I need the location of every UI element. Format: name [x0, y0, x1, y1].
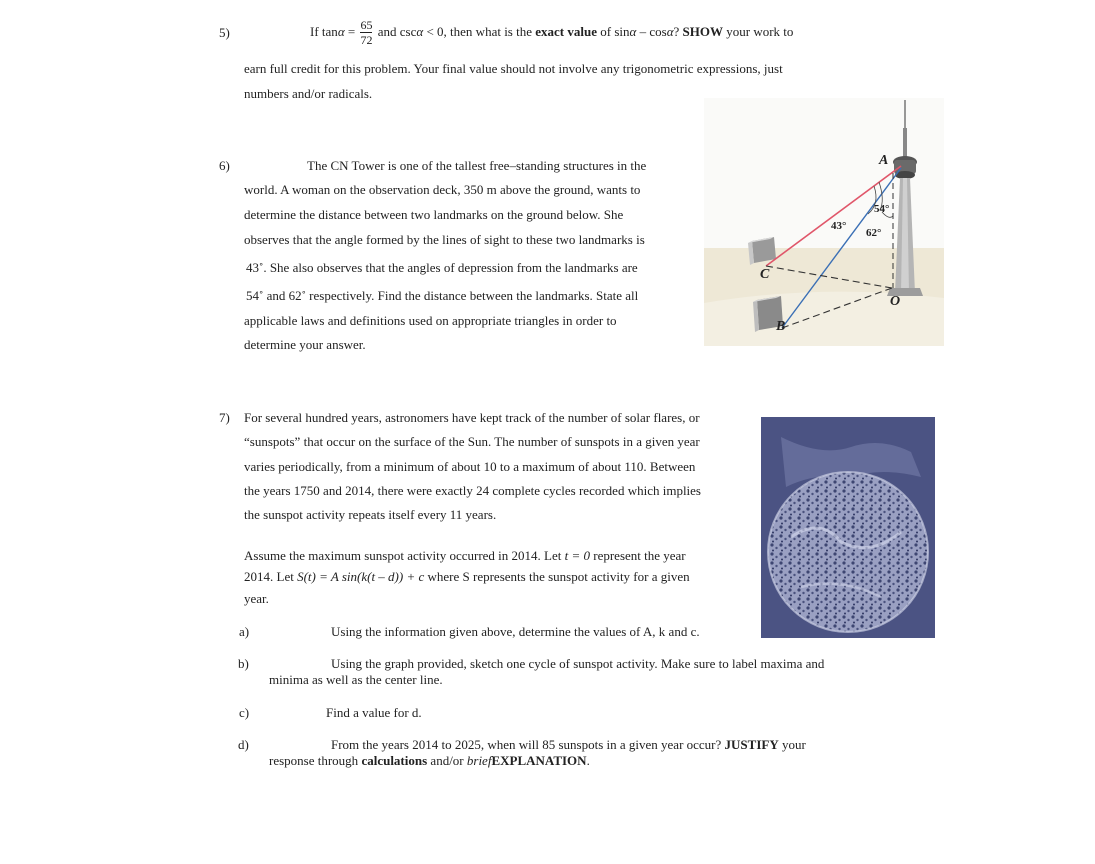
q5-then-text: , then what is the — [443, 24, 533, 39]
label-a: A — [879, 153, 889, 168]
q5-fraction-denominator: 72 — [360, 33, 373, 48]
label-o: O — [890, 294, 901, 309]
part-d-text-line-2 — [269, 753, 590, 769]
part-c-label: c) — [239, 705, 250, 720]
q5-cos: cos — [649, 24, 667, 39]
question-5-line-3: numbers and/or radicals. — [244, 86, 373, 101]
assume2-tail: where S represents the sunspot activity for a given — [427, 569, 690, 584]
part-b-text-line-1: Using the graph provided, sketch one cycle of sunspot activity. Make sure to label maxima and — [331, 656, 825, 671]
question-5-line-2: earn full credit for this problem. Your final value should not involve any trigonometric expressions, just — [244, 61, 783, 76]
part-b-text-line-2: minima as well as the center line. — [269, 672, 443, 687]
part-b-label: b) — [238, 656, 249, 671]
question-6-line: observes that the angle formed by the lines of sight to these two landmarks is — [244, 232, 645, 247]
question-5-number: 5) — [219, 25, 230, 40]
question-6-line: 43˚. She also observes that the angles of depression from the landmarks are — [246, 260, 638, 275]
q5-alpha-symbol: α — [337, 24, 345, 39]
angle-label-43: 43° — [831, 220, 847, 232]
part-d-text-line-1 — [331, 737, 806, 753]
angle-label-62: 62° — [866, 227, 882, 239]
part-d-calculations: calculations — [361, 753, 428, 768]
assume-tail: represent the year — [593, 548, 686, 563]
q5-minus: – — [639, 24, 647, 39]
q5-question-mark: ? — [673, 24, 680, 39]
part-d-response: response through — [269, 753, 359, 768]
question-6-line: determine the distance between two landmarks on the ground below. She — [244, 207, 624, 222]
part-d-period: . — [586, 753, 590, 768]
q5-if: If — [310, 24, 319, 39]
question-6-line: world. A woman on the observation deck, 350 m above the ground, wants to — [244, 182, 641, 197]
question-5-line-1 — [310, 17, 793, 47]
q5-alpha-symbol-2: α — [416, 24, 424, 39]
q5-csc: csc — [399, 24, 417, 39]
part-d-question: From the years 2014 to 2025, when will 85 sunspots in a given year occur? — [331, 737, 722, 752]
sunspot-formula: S(t) = A sin(k(t – d)) + c — [297, 569, 425, 584]
label-b: B — [776, 319, 786, 334]
question-6-line: The CN Tower is one of the tallest free–standing structures in the — [307, 158, 647, 173]
label-c: C — [760, 267, 770, 282]
question-7-intro-line: “sunspots” that occur on the surface of the Sun. The number of sunspots in a given year — [244, 434, 700, 449]
part-c-text: Find a value for d. — [326, 705, 422, 720]
assume2-text: 2014. Let — [244, 569, 294, 584]
part-d-justify: JUSTIFY — [724, 737, 779, 752]
question-7-number: 7) — [219, 410, 230, 425]
q5-sin: sin — [614, 24, 630, 39]
question-7-intro-line: the sunspot activity repeats itself every 11 years. — [244, 507, 497, 522]
figure-ground-highlight — [704, 292, 944, 346]
assume-t-equals-zero: t = 0 — [564, 548, 590, 563]
cn-tower-figure — [704, 98, 944, 346]
q5-alpha-symbol-4: α — [666, 24, 674, 39]
question-7-intro-line: varies periodically, from a minimum of about 10 to a maximum of about 110. Between — [244, 459, 696, 474]
question-6-line: determine your answer. — [244, 337, 366, 352]
question-6-number: 6) — [219, 158, 230, 173]
sun-photo — [761, 417, 935, 638]
angle-label-54: 54° — [874, 203, 890, 215]
question-6-line: applicable laws and definitions used on appropriate triangles in order to — [244, 313, 617, 328]
question-6-line: 54˚ and 62˚ respectively. Find the distance between the landmarks. State all — [246, 288, 639, 303]
q5-of: of — [600, 24, 612, 39]
q5-equals: = — [347, 24, 356, 39]
cn-tower-diagram — [704, 98, 944, 346]
part-d-brief: brief — [466, 753, 492, 768]
q5-exact-value: exact value — [535, 24, 597, 39]
part-d-explanation: EXPLANATION — [491, 753, 587, 768]
q5-and: and — [377, 24, 397, 39]
q5-tail: your work to — [726, 24, 794, 39]
question-7-intro-line: For several hundred years, astronomers have kept track of the number of solar flares, or — [244, 410, 700, 425]
question-7-assume-line-1 — [244, 548, 686, 564]
q5-fraction — [360, 19, 372, 47]
q5-tan: tan — [321, 24, 338, 39]
part-a-text: Using the information given above, determine the values of A, k and c. — [331, 624, 700, 639]
part-a-label: a) — [239, 624, 250, 639]
q5-fraction-numerator: 65 — [360, 18, 373, 33]
sun-photo-image — [761, 417, 935, 638]
assume-text: Assume the maximum sunspot activity occurred in 2014. Let — [244, 548, 562, 563]
part-d-andor: and/or — [430, 753, 464, 768]
q5-alpha-symbol-3: α — [629, 24, 637, 39]
q5-show: SHOW — [682, 24, 724, 39]
q5-inequality: < 0 — [426, 24, 444, 39]
part-d-label: d) — [238, 737, 249, 752]
question-7-intro-line: the years 1750 and 2014, there were exactly 24 complete cycles recorded which implies — [244, 483, 701, 498]
question-7-assume-line-2 — [244, 569, 690, 585]
question-7-assume-line-3: year. — [244, 591, 269, 606]
part-d-your: your — [781, 737, 806, 752]
